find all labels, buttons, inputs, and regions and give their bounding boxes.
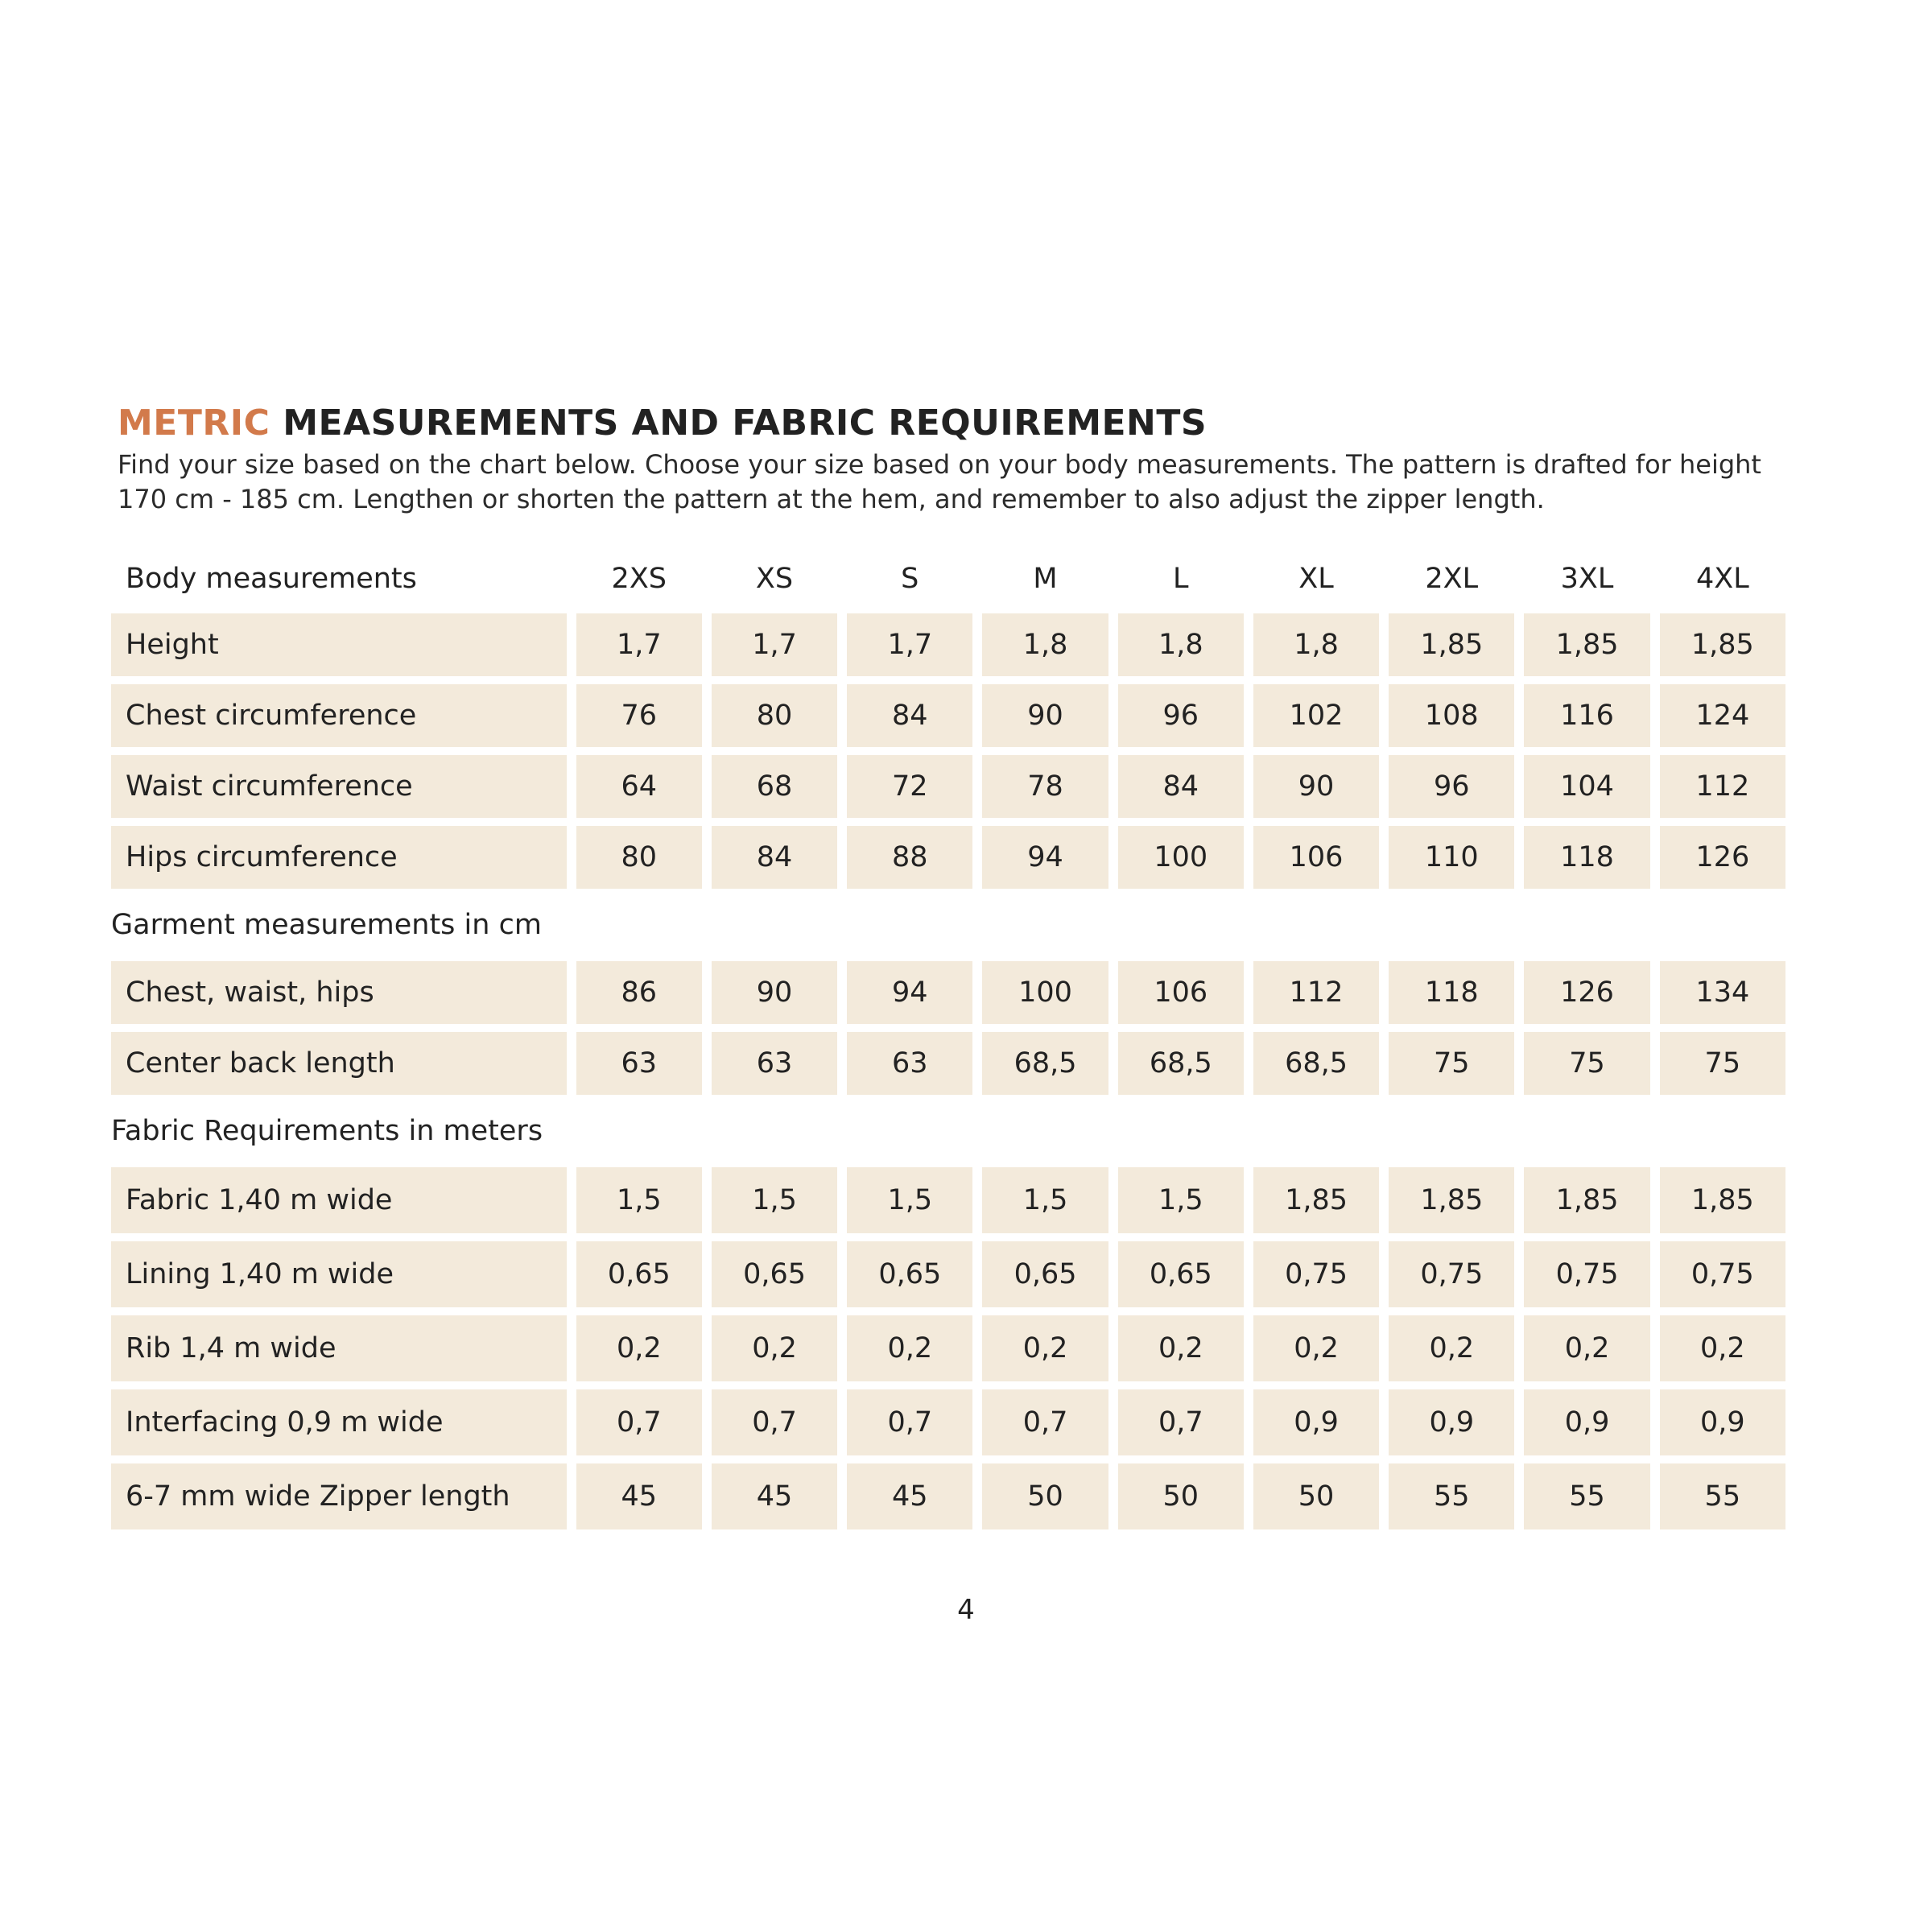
title-accent: METRIC [118,402,270,444]
table-cell: 112 [1660,755,1785,818]
table-cell: 55 [1389,1463,1514,1530]
table-cell: 68,5 [982,1032,1108,1095]
table-cell: 0,2 [1389,1315,1514,1381]
page-title [118,399,1802,448]
table-cell: 0,2 [1253,1315,1379,1381]
table-cell: 0,75 [1389,1241,1514,1307]
garment-section-title-row [111,897,1785,953]
garment-section-title: Garment measurements in cm [111,909,542,941]
table-cell: 108 [1389,684,1514,747]
table-cell: 0,7 [576,1389,702,1455]
fabric-section-title-row [111,1103,1785,1159]
table-cell: 0,9 [1389,1389,1514,1455]
header-row [111,552,1785,605]
table-cell: 50 [1253,1463,1379,1530]
table-cell: 1,5 [576,1167,702,1233]
table-cell: 0,65 [982,1241,1108,1307]
table-cell: 100 [982,961,1108,1024]
table-cell: 106 [1118,961,1244,1024]
table-cell: 96 [1118,684,1244,747]
table-cell: 78 [982,755,1108,818]
table-cell: 1,7 [847,613,972,676]
row-label: Lining 1,40 m wide [111,1241,567,1307]
table-cell: 0,7 [1118,1389,1244,1455]
table-cell: 90 [1253,755,1379,818]
table-cell: 0,75 [1253,1241,1379,1307]
table-cell: 0,9 [1660,1389,1785,1455]
table-cell: 0,65 [847,1241,972,1307]
table-cell: 0,2 [1524,1315,1649,1381]
table-row [111,755,1785,818]
table-cell: 134 [1660,961,1785,1024]
size-header-3xl: 3XL [1560,563,1614,595]
table-cell: 118 [1524,826,1649,889]
table-cell: 0,7 [847,1389,972,1455]
table-cell: 1,85 [1253,1167,1379,1233]
table-cell: 0,75 [1524,1241,1649,1307]
size-header-s: S [901,563,919,595]
table-cell: 0,2 [576,1315,702,1381]
table-row [111,1463,1785,1530]
table-row [111,1389,1785,1455]
table-cell: 94 [982,826,1108,889]
table-cell: 1,5 [982,1167,1108,1233]
table-cell: 1,5 [847,1167,972,1233]
table-row [111,961,1785,1024]
row-label: Hips circumference [111,826,567,889]
table-cell: 68 [712,755,837,818]
table-cell: 1,7 [576,613,702,676]
table-cell: 1,85 [1660,1167,1785,1233]
table-cell: 64 [576,755,702,818]
table-cell: 1,85 [1389,613,1514,676]
page-content [111,399,1802,1513]
size-header-m: M [1033,563,1058,595]
intro-line-2: 170 cm - 185 cm. Lengthen or shorten the pattern at the hem, and remember to also adjust the zipper length. [118,484,1545,514]
table-row [111,1167,1785,1233]
row-label: Height [111,613,567,676]
table-cell: 86 [576,961,702,1024]
table-cell: 88 [847,826,972,889]
table-cell: 0,75 [1660,1241,1785,1307]
table-cell: 0,9 [1524,1389,1649,1455]
table-cell: 124 [1660,684,1785,747]
table-cell: 106 [1253,826,1379,889]
table-row [111,826,1785,889]
table-cell: 1,5 [712,1167,837,1233]
table-cell: 0,7 [712,1389,837,1455]
table-cell: 75 [1524,1032,1649,1095]
table-cell: 94 [847,961,972,1024]
table-row [111,1241,1785,1307]
table-cell: 1,85 [1389,1167,1514,1233]
table-cell: 76 [576,684,702,747]
intro-line-1: Find your size based on the chart below. Choose your size based on your body measurements. The pattern is drafted for height [118,449,1761,480]
table-cell: 1,85 [1524,613,1649,676]
table-cell: 90 [712,961,837,1024]
table-cell: 63 [712,1032,837,1095]
size-header-xl: XL [1298,563,1334,595]
table-cell: 0,65 [712,1241,837,1307]
row-label: Fabric 1,40 m wide [111,1167,567,1233]
table-cell: 110 [1389,826,1514,889]
table-cell: 118 [1389,961,1514,1024]
size-header-xs: XS [755,563,794,595]
table-cell: 0,65 [1118,1241,1244,1307]
table-cell: 75 [1389,1032,1514,1095]
table-body [111,613,1785,1530]
table-cell: 84 [712,826,837,889]
table-cell: 72 [847,755,972,818]
table-cell: 0,2 [1660,1315,1785,1381]
table-cell: 104 [1524,755,1649,818]
table-cell: 100 [1118,826,1244,889]
intro-text [118,448,1808,517]
table-cell: 63 [847,1032,972,1095]
fabric-section-title: Fabric Requirements in meters [111,1115,543,1147]
table-cell: 116 [1524,684,1649,747]
table-cell: 80 [712,684,837,747]
table-cell: 0,9 [1253,1389,1379,1455]
table-cell: 55 [1660,1463,1785,1530]
table-cell: 102 [1253,684,1379,747]
size-chart-table [101,544,1795,1538]
row-label: Center back length [111,1032,567,1095]
size-header-2xl: 2XL [1425,563,1479,595]
row-label: Chest circumference [111,684,567,747]
page-number: 4 [957,1594,975,1626]
table-cell: 96 [1389,755,1514,818]
size-header-4xl: 4XL [1695,563,1749,595]
table-cell: 112 [1253,961,1379,1024]
table-row [111,1315,1785,1381]
table-cell: 1,85 [1660,613,1785,676]
table-cell: 80 [576,826,702,889]
size-header-2xs: 2XS [611,563,667,595]
table-cell: 84 [847,684,972,747]
size-header-l: L [1173,563,1189,595]
table-cell: 0,2 [1118,1315,1244,1381]
title-rest: MEASUREMENTS AND FABRIC REQUIREMENTS [270,402,1208,444]
row-label: 6-7 mm wide Zipper length [111,1463,567,1530]
table-cell: 126 [1660,826,1785,889]
table-row [111,684,1785,747]
table-cell: 90 [982,684,1108,747]
table-cell: 84 [1118,755,1244,818]
table-cell: 0,2 [712,1315,837,1381]
table-cell: 1,85 [1524,1167,1649,1233]
table-cell: 0,65 [576,1241,702,1307]
table-row [111,613,1785,676]
table-cell: 1,8 [1253,613,1379,676]
table-row [111,1032,1785,1095]
table-cell: 126 [1524,961,1649,1024]
table-cell: 55 [1524,1463,1649,1530]
table-cell: 63 [576,1032,702,1095]
table-cell: 68,5 [1253,1032,1379,1095]
table-cell: 1,8 [982,613,1108,676]
table-cell: 45 [712,1463,837,1530]
table-cell: 0,7 [982,1389,1108,1455]
row-label: Interfacing 0,9 m wide [111,1389,567,1455]
table-cell: 1,8 [1118,613,1244,676]
table-cell: 50 [1118,1463,1244,1530]
table-cell: 1,7 [712,613,837,676]
table-cell: 45 [847,1463,972,1530]
table-cell: 68,5 [1118,1032,1244,1095]
table-cell: 75 [1660,1032,1785,1095]
header-label: Body measurements [126,563,417,595]
table-cell: 50 [982,1463,1108,1530]
row-label: Waist circumference [111,755,567,818]
table-cell: 0,2 [982,1315,1108,1381]
table-cell: 45 [576,1463,702,1530]
row-label: Rib 1,4 m wide [111,1315,567,1381]
table-cell: 1,5 [1118,1167,1244,1233]
table-cell: 0,2 [847,1315,972,1381]
row-label: Chest, waist, hips [111,961,567,1024]
